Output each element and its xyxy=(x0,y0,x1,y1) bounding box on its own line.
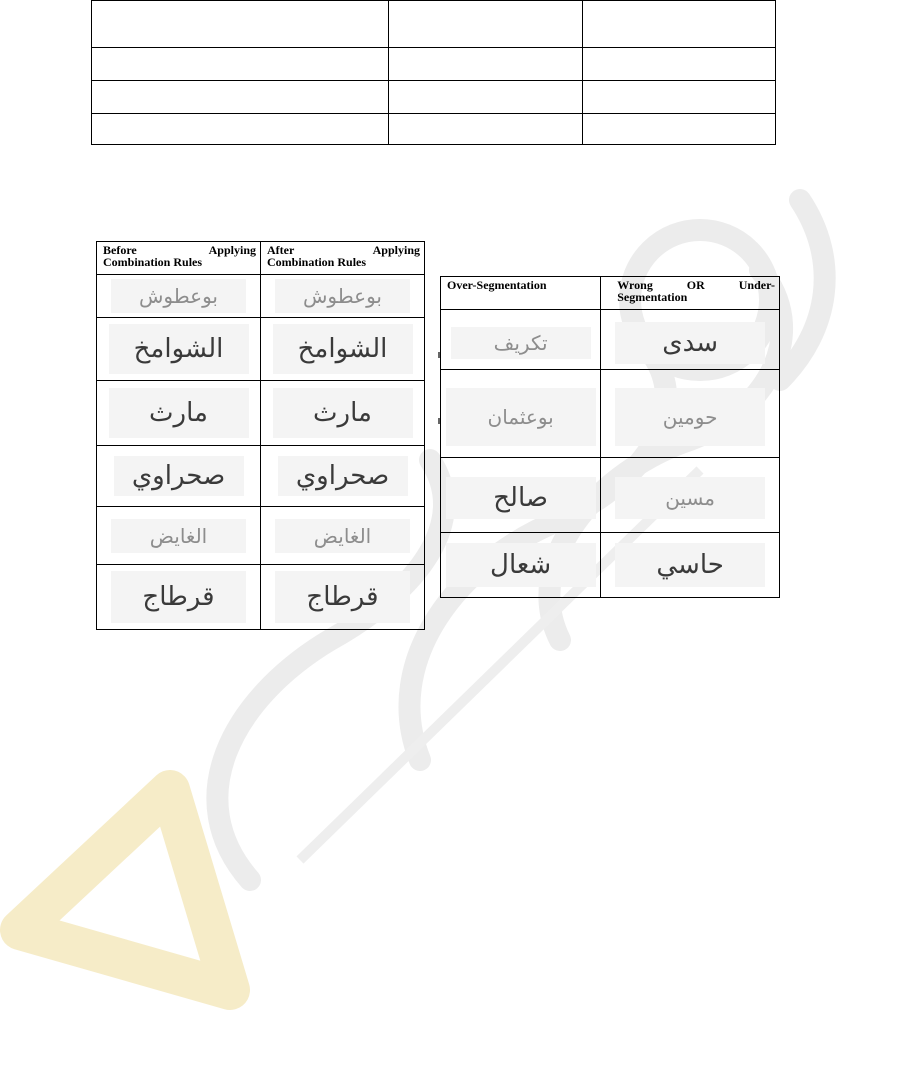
table-cell xyxy=(92,48,389,81)
header-after: After Applying Combination Rules xyxy=(261,242,425,275)
handwritten-word-image: مسين xyxy=(615,477,765,519)
handwritten-word-image: حاسي xyxy=(615,543,765,587)
table-row xyxy=(601,458,780,533)
handwritten-word-image: بوعطوش xyxy=(275,279,410,313)
table-cell xyxy=(582,81,775,114)
table-row xyxy=(261,565,425,630)
handwritten-word-image: بوعثمان xyxy=(446,388,596,446)
handwritten-word-image: صالح xyxy=(446,477,596,519)
table-row xyxy=(97,507,261,565)
table-row xyxy=(261,381,425,446)
table-cell xyxy=(92,114,389,145)
table-cell xyxy=(389,1,582,48)
table-row xyxy=(601,310,780,370)
table-cell xyxy=(389,81,582,114)
handwritten-word-image: الغايض xyxy=(275,519,410,553)
handwritten-word-image: قرطاج xyxy=(111,571,246,623)
handwritten-word-image: صحراوي xyxy=(114,456,244,496)
handwritten-word-image: سدى xyxy=(615,322,765,364)
handwritten-word-image: الشوامخ xyxy=(109,324,249,374)
table-row xyxy=(97,381,261,446)
empty-results-table xyxy=(91,0,776,145)
table-row xyxy=(261,275,425,318)
table-cell xyxy=(582,48,775,81)
handwritten-word-image: الشوامخ xyxy=(273,324,413,374)
handwritten-word-image: الغايض xyxy=(111,519,246,553)
handwritten-word-image: صحراوي xyxy=(278,456,408,496)
handwritten-word-image: تكريف xyxy=(451,327,591,359)
table-row xyxy=(261,507,425,565)
table-row xyxy=(441,310,601,370)
table-row xyxy=(601,533,780,598)
handwritten-word-image: شعال xyxy=(446,543,596,587)
handwritten-word-image: مارث xyxy=(109,388,249,438)
table-row xyxy=(261,318,425,381)
table-row xyxy=(97,565,261,630)
table-row xyxy=(97,275,261,318)
table-cell xyxy=(389,48,582,81)
table-cell xyxy=(582,1,775,48)
table-row xyxy=(97,318,261,381)
table-row xyxy=(97,446,261,507)
segmentation-errors-table xyxy=(440,276,780,598)
handwritten-word-image: حومين xyxy=(615,388,765,446)
table-row xyxy=(601,370,780,458)
combination-rules-table xyxy=(96,241,425,630)
table-row xyxy=(441,533,601,598)
header-over-segmentation: Over-Segmentation xyxy=(441,277,601,310)
table-cell xyxy=(92,81,389,114)
table-cell xyxy=(389,114,582,145)
table-row xyxy=(441,458,601,533)
table-cell xyxy=(92,1,389,48)
table-cell xyxy=(582,114,775,145)
header-under-segmentation: Wrong OR Under- Segmentation xyxy=(601,277,780,310)
handwritten-word-image: مارث xyxy=(273,388,413,438)
table-row xyxy=(441,370,601,458)
header-before: Before Applying Combination Rules xyxy=(97,242,261,275)
handwritten-word-image: قرطاج xyxy=(275,571,410,623)
table-row xyxy=(261,446,425,507)
handwritten-word-image: بوعطوش xyxy=(111,279,246,313)
